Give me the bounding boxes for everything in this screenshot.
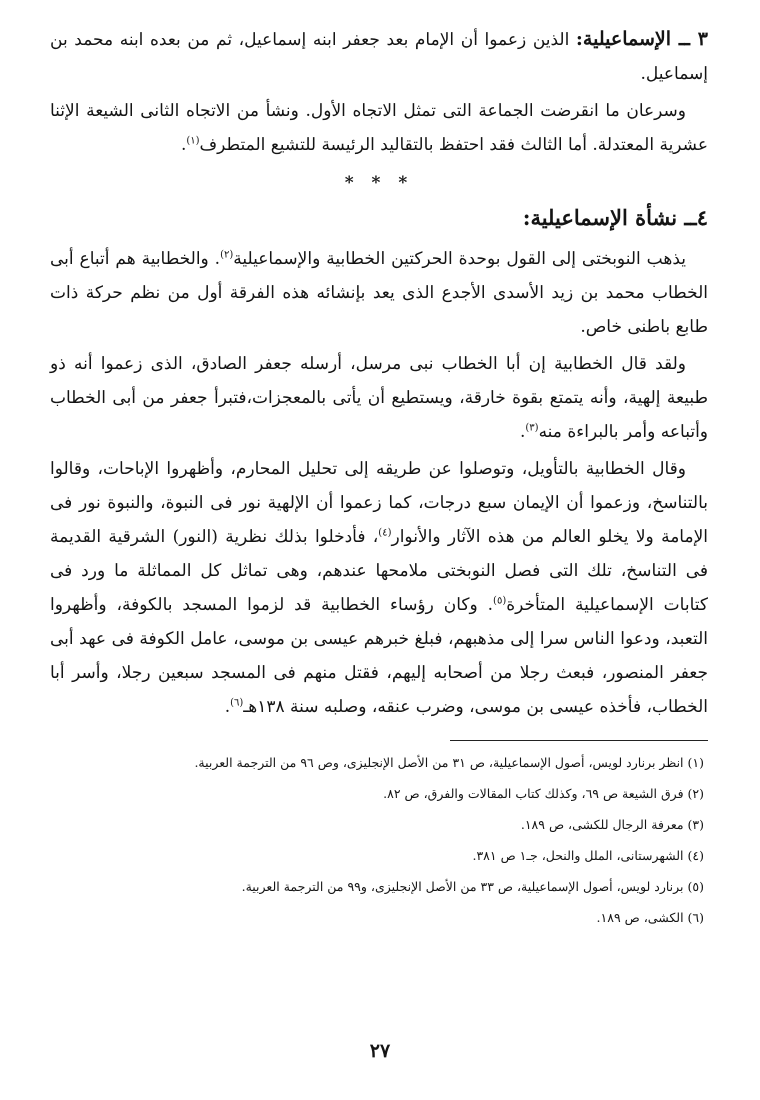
- footnotes-list: [50, 755, 708, 926]
- footnote-item: (٣) معرفة الرجال للكشى، ص ١٨٩.: [520, 817, 704, 832]
- paragraph-text: . وكان رؤساء الخطابية قد لزموا المسجد بالكوفة، وأظهروا التعبد، ودعوا الناس سرا إلى مذهبهم، فبلغ خبرهم عيسى بن موسى، عامل الكوفة فى عهد أبى جعفر المنصور، فبعث رجلا من أصحابه إليهم، فقتل منهم فى المسجد سبعين رجلا، وأسر أبا الخطاب، فأخذه عيسى بن موسى، وضرب عنقه، وصلبه سنة ١٣٨هـ: [50, 595, 708, 717]
- paragraph-text: .: [519, 422, 526, 442]
- footnote-ref[interactable]: (٤): [378, 527, 392, 539]
- section-3-text: الذين زعموا أن الإمام بعد جعفر ابنه إسماعيل، ثم من بعده ابنه محمد بن إسماعيل.: [50, 30, 708, 84]
- paragraph-text: ، فأدخلوا بذلك نظرية (النور) الشرقية القديمة فى التناسخ، تلك التى فصل النوبختى ملامحها عندهم، وهى تماثل كل المماثلة ما ورد فى كتابات الإسماعيلية المتأخرة: [50, 527, 708, 615]
- footnote-item: (٦) الكشى، ص ١٨٩.: [596, 910, 704, 925]
- footnote-item: (٢) فرق الشيعة ص ٦٩، وكذلك كتاب المقالات والفرق، ص ٨٢.: [383, 786, 704, 801]
- paragraph-text: يذهب النوبختى إلى القول بوحدة الحركتين الخطابية والإسماعيلية: [233, 249, 686, 269]
- footnote-ref[interactable]: (٣): [525, 422, 539, 434]
- footnote-item: (٥) برنارد لويس، أصول الإسماعيلية، ص ٣٣ من الأصل الإنجليزى، و٩٩ من الترجمة العربية.: [241, 879, 704, 894]
- footnote-ref[interactable]: (٦): [230, 697, 244, 709]
- paragraph-text: ولقد قال الخطابية إن أبا الخطاب نبى مرسل، أرسله جعفر الصادق، الذى زعموا أنه ذو طبيعة إلهية، وأنه يتمتع بقوة خارقة، ويستطيع أن يأتى بالمعجزات،فتبرأ جعفر من أبى الخطاب وأتباعه وأمر بالبراءة منه: [50, 354, 708, 442]
- footnote-ref[interactable]: (٥): [493, 595, 507, 607]
- footnote-item: (٤) الشهرستانى، الملل والنحل، جـ١ ص ٣٨١.: [472, 848, 704, 863]
- body-paragraph: [50, 452, 708, 724]
- section-separator: * * *: [344, 173, 414, 193]
- intro-paragraph: [50, 94, 708, 162]
- paragraph-text: . والخطابية هم أتباع أبى الخطاب محمد بن زيد الأسدى الأجدع الذى يعد بإنشائه هذه الفرقة أول من نظم حركة ذات طابع باطنى خاص.: [50, 249, 708, 337]
- page-number: ٢٧: [369, 1040, 391, 1062]
- body-paragraph: [50, 347, 708, 449]
- footnote-divider: [450, 740, 708, 741]
- paragraph-text: وقال الخطابية بالتأويل، وتوصلوا عن طريقه إلى تحليل المحارم، وأظهروا الإباحات، وقالوا بالتناسخ، وزعموا أن الإيمان سبع درجات، كما زعموا أن الإلهية نور فى النبوة، والنبوة نور فى الإمامة ولا يخلو العالم من هذه الآثار والأنوار: [50, 459, 708, 547]
- footnote-ref[interactable]: (١): [186, 135, 200, 147]
- intro-text: وسرعان ما انقرضت الجماعة التى تمثل الاتجاه الأول. ونشأ من الاتجاه الثانى الشيعة الإثنا عشرية المعتدلة. أما الثالث فقد احتفظ بالتقاليد الرئيسة للتشيع المتطرف: [50, 101, 708, 155]
- section-3-term: ٣ ــ الإسماعيلية:: [575, 28, 708, 50]
- footnote-item: (١) انظر برنارد لويس، أصول الإسماعيلية، ص ٣١ من الأصل الإنجليزى، وص ٩٦ من الترجمة العربية.: [194, 755, 704, 770]
- body-paragraph: [50, 242, 708, 344]
- paragraph-text: .: [224, 697, 231, 717]
- section-3-paragraph: [50, 22, 708, 91]
- section-heading: ٤ــ نشأة الإسماعيلية:: [522, 205, 708, 230]
- intro-tail: .: [180, 135, 187, 155]
- page-body: [50, 22, 708, 941]
- footnote-ref[interactable]: (٢): [220, 249, 234, 261]
